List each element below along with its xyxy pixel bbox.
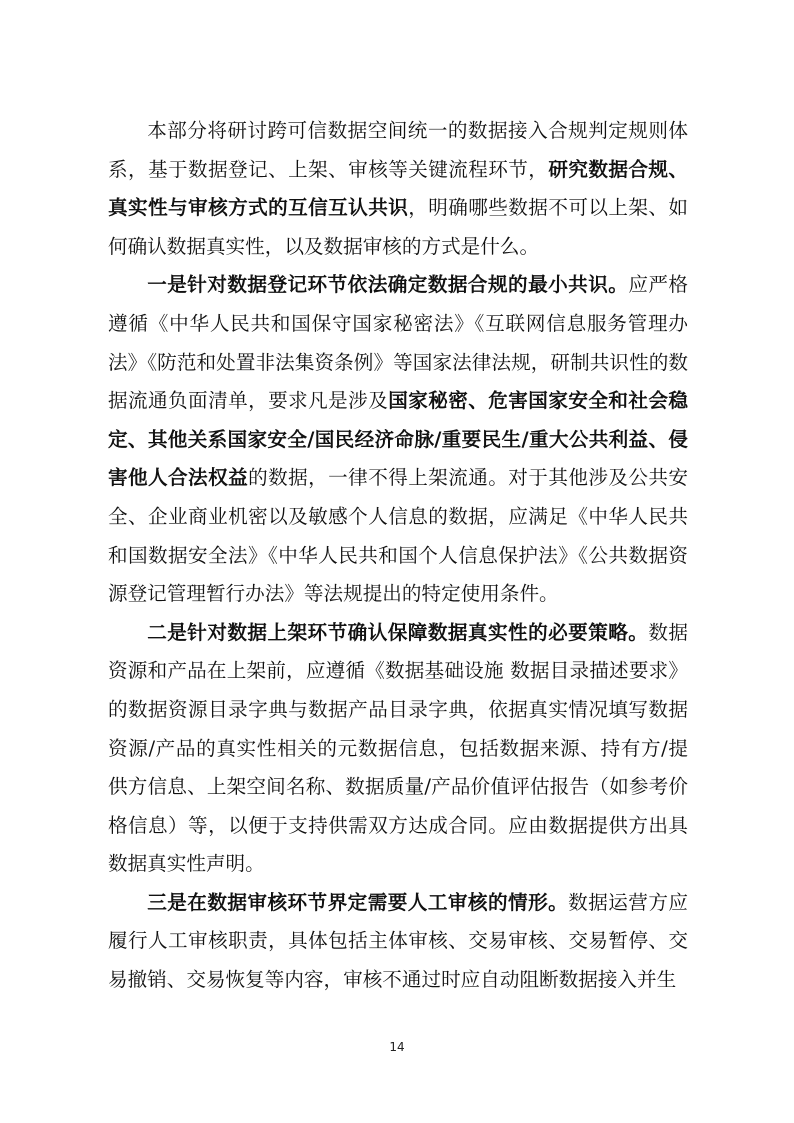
text-run: 数据运营方应履行人工审核职责，具体包括主体审核、交易审核、交易暂停、交易撤销、交易恢复等内容，审核不通过时应自动阻断数据接入并生 bbox=[108, 890, 688, 992]
text-run: ，明确哪些数据不可以上架、如何确认数据真实性，以及数据审核的方式是什么。 bbox=[108, 196, 689, 258]
page-number: 14 bbox=[389, 1040, 405, 1054]
paragraph-intro bbox=[108, 112, 688, 266]
text-run-bold: 二是针对数据上架环节确认保障数据真实性的必要策略。 bbox=[147, 620, 649, 644]
text-run-bold: 三是在数据审核环节界定需要人工审核的情形。 bbox=[147, 890, 569, 914]
paragraph-point-2 bbox=[108, 614, 688, 884]
text-run: 本部分将研讨跨可信数据空间统一的数据接入合规判定规则体系，基于数据登记、上架、审核等关键流程环节， bbox=[108, 119, 688, 181]
text-run: 应严格遵循《中华人民共和国保守国家秘密法》《互联网信息服务管理办法》《防范和处置非法集资条例》等国家法律法规，研制共识性的数据流通负面清单，要求凡是涉及 bbox=[108, 273, 688, 413]
text-run-bold: 一是针对数据登记环节依法确定数据合规的最小共识。 bbox=[147, 273, 629, 297]
document-body bbox=[108, 112, 688, 1000]
paragraph-point-3 bbox=[108, 884, 688, 1000]
text-run: 数据资源和产品在上架前，应遵循《数据基础设施 数据目录描述要求》的数据资源目录字典与数据产品目录字典，依据真实情况填写数据资源/产品的真实性相关的元数据信息，包括数据来源、持有方/提供方信息、上架空间名称、数据质量/产品价值评估报告（如参考价格信息）等，以便于支持供需双方达成合同。应由数据提供方出具数据真实性声明。 bbox=[108, 620, 688, 876]
paragraph-point-1 bbox=[108, 266, 688, 613]
text-run-bold: 研究数据合规、真实性与审核方式的互信互认共识 bbox=[108, 157, 689, 220]
text-run-bold: 国家秘密、危害国家安全和社会稳定、其他关系国家安全/国民经济命脉/重要民生/重大公共利益、侵害他人合法权益 bbox=[108, 389, 688, 490]
text-run: 的数据，一律不得上架流通。对于其他涉及公共安全、企业商业机密以及敏感个人信息的数据，应满足《中华人民共和国数据安全法》《中华人民共和国个人信息保护法》《公共数据资源登记管理暂行办法》等法规提出的特定使用条件。 bbox=[108, 466, 689, 606]
